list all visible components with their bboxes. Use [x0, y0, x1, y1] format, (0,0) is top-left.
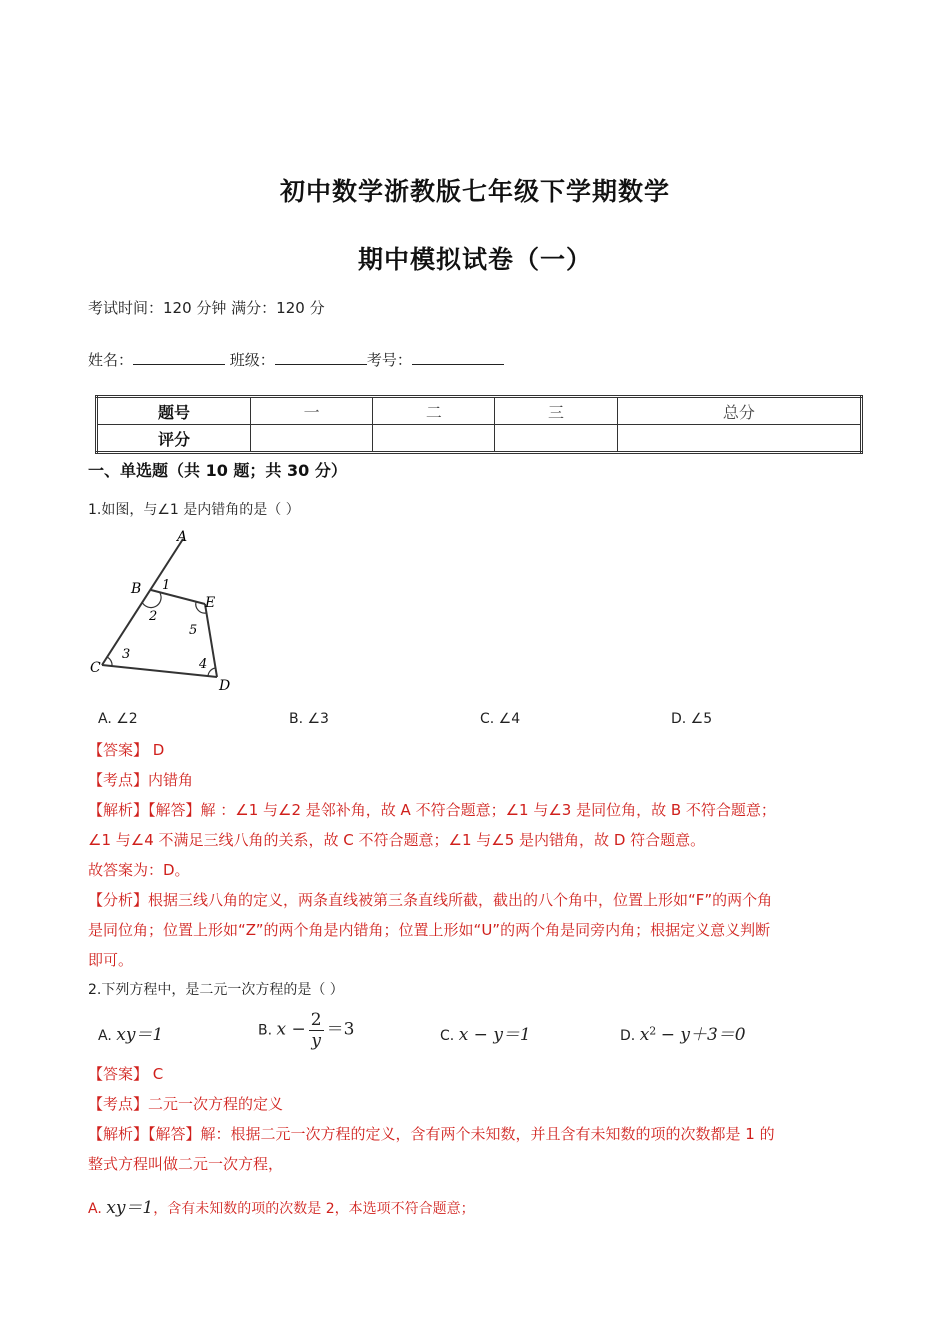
- q2-option-b-pre: x −: [276, 1019, 306, 1040]
- q2-option-a[interactable]: [98, 1020, 163, 1045]
- q2-line-a: [88, 1193, 475, 1218]
- score-cell[interactable]: [495, 425, 617, 453]
- q2-option-a-label: A.: [98, 1028, 112, 1044]
- score-cell[interactable]: [251, 425, 373, 453]
- name-field[interactable]: [133, 350, 225, 365]
- q2-option-b[interactable]: [258, 1010, 354, 1051]
- q1-conclusion: 故答案为：D。: [88, 861, 190, 879]
- section-heading: 一、单选题（共 10 题；共 30 分）: [88, 461, 347, 480]
- q2-option-d[interactable]: [620, 1020, 746, 1045]
- q2-option-a-math: xy＝1: [116, 1025, 164, 1045]
- q1-method-2: 是同位角；位置上形如“Z”的两个角是内错角；位置上形如“U”的两个角是同旁内角；根据定义意义判断: [88, 921, 771, 939]
- q2-option-b-fraction: [309, 1010, 324, 1051]
- label-1: 1: [162, 578, 171, 593]
- q1-option-c[interactable]: C. ∠4: [480, 711, 521, 727]
- label-b: B: [131, 581, 142, 597]
- number-label: 考号：: [366, 351, 412, 369]
- q2-line-a-text: ，含有未知数的项的次数是 2，本选项不符合题意；: [153, 1201, 475, 1217]
- number-field[interactable]: [412, 350, 504, 365]
- class-field[interactable]: [275, 350, 367, 365]
- q2-option-b-label: B.: [258, 1022, 273, 1039]
- table-cell: 三: [495, 397, 617, 425]
- label-5: 5: [189, 623, 198, 638]
- q2-answer: 【答案】 C: [88, 1065, 164, 1083]
- q2-option-d-exponent: 2: [649, 1024, 657, 1038]
- q1-method-3: 即可。: [88, 951, 134, 969]
- q2-option-d-x: x: [639, 1025, 650, 1045]
- score-table-score-row: [97, 425, 862, 453]
- q2-option-b-post: ＝3: [326, 1019, 355, 1040]
- q1-method-1: 【分析】根据三线八角的定义，两条直线被第三条直线所截，截出的八个角中，位置上形如“F”的两个角: [88, 891, 773, 909]
- score-cell[interactable]: [617, 425, 861, 453]
- q1-options: [98, 711, 858, 731]
- label-c: C: [90, 660, 101, 676]
- q2-point: 【考点】二元一次方程的定义: [88, 1095, 284, 1113]
- score-cell[interactable]: [373, 425, 495, 453]
- q1-option-b[interactable]: B. ∠3: [289, 711, 329, 727]
- q2-option-c[interactable]: [440, 1020, 531, 1045]
- title-line-1: 初中数学浙教版七年级下学期数学: [279, 177, 670, 206]
- q2-option-c-math: x − y＝1: [458, 1025, 531, 1045]
- table-cell: 总分: [617, 397, 861, 425]
- q1-answer: 【答案】 D: [88, 741, 165, 759]
- geometry-figure: [85, 527, 245, 697]
- score-table: [95, 395, 863, 454]
- q2-option-d-label: D.: [620, 1028, 636, 1044]
- q1-option-a[interactable]: A. ∠2: [98, 711, 138, 727]
- q2-line-a-math: xy＝1: [106, 1198, 154, 1218]
- table-cell: 题号: [97, 397, 251, 425]
- q2-option-d-rest: − y＋3＝0: [660, 1025, 746, 1045]
- table-cell: 评分: [97, 425, 251, 453]
- class-label: 班级：: [229, 351, 275, 369]
- q2-options: [98, 1010, 858, 1060]
- fraction-numerator: 2: [310, 1010, 322, 1030]
- exam-info: 考试时间：120 分钟 满分：120 分: [88, 299, 325, 317]
- q1-analysis-2: ∠1 与∠4 不满足三线八角的关系，故 C 不符合题意；∠1 与∠5 是内错角，故 D 符合题意。: [88, 831, 706, 849]
- label-d: D: [219, 678, 231, 694]
- score-table-header-row: [97, 397, 862, 425]
- q1-analysis-1: 【解析】【解答】解 ：∠1 与∠2 是邻补角，故 A 不符合题意；∠1 与∠3 是同位角，故 B 不符合题意；: [88, 801, 776, 819]
- title-line-2: 期中模拟试卷（一）: [357, 245, 592, 274]
- label-3: 3: [122, 647, 131, 662]
- name-label: 姓名：: [88, 351, 134, 369]
- student-info-line: [88, 349, 504, 370]
- q1-option-d[interactable]: D. ∠5: [671, 711, 713, 727]
- label-2: 2: [149, 609, 158, 624]
- label-e: E: [205, 595, 216, 611]
- table-cell: 一: [251, 397, 373, 425]
- q1-point: 【考点】内错角: [88, 771, 194, 789]
- table-cell: 二: [373, 397, 495, 425]
- q1-stem: 1.如图，与∠1 是内错角的是（ ）: [88, 502, 300, 518]
- q2-analysis-2: 整式方程叫做二元一次方程，: [88, 1155, 284, 1173]
- label-4: 4: [199, 657, 208, 672]
- label-a: A: [177, 529, 188, 545]
- q2-option-c-label: C.: [440, 1028, 455, 1044]
- q2-analysis-1: 【解析】【解答】解：根据二元一次方程的定义，含有两个未知数，并且含有未知数的项的次数都是 1 的: [88, 1125, 775, 1143]
- q2-stem: 2.下列方程中，是二元一次方程的是（ ）: [88, 982, 344, 998]
- fraction-denominator: y: [311, 1031, 321, 1051]
- q2-line-a-label: A.: [88, 1201, 102, 1217]
